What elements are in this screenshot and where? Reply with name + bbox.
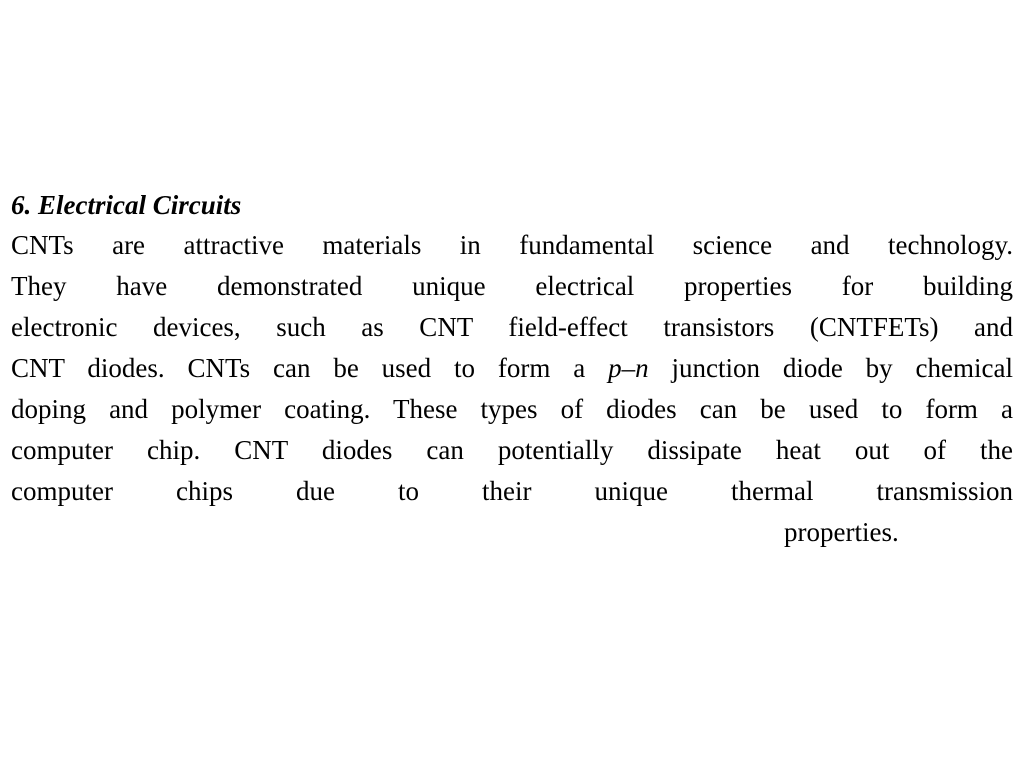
body-text: CNTs are attractive materials in fundamental science and technology. <box>11 230 1013 260</box>
body-text: electronic devices, such as CNT field-effect transistors (CNTFETs) and <box>11 312 1013 342</box>
body-text: computer chip. CNT diodes can potentially dissipate heat out of the <box>11 435 1013 465</box>
body-line <box>11 348 1013 389</box>
body-line <box>11 430 1013 471</box>
body-line <box>11 266 1013 307</box>
body-text: CNT diodes. CNTs can be used to form a <box>11 353 609 383</box>
body-line <box>11 307 1013 348</box>
italic-term: p–n <box>608 353 649 383</box>
section-heading: 6. Electrical Circuits <box>11 190 242 220</box>
body-text: computer chips due to their unique thermal transmission <box>11 476 1013 506</box>
body-line-last: properties. <box>784 517 899 547</box>
body-paragraph <box>11 225 1013 553</box>
body-line <box>11 471 1013 512</box>
body-line <box>11 225 1013 266</box>
body-line <box>11 389 1013 430</box>
slide-content <box>11 185 1013 553</box>
body-text: doping and polymer coating. These types of diodes can be used to form a <box>11 394 1013 424</box>
body-text: junction diode by chemical <box>648 353 1013 383</box>
body-text: They have demonstrated unique electrical properties for building <box>11 271 1013 301</box>
